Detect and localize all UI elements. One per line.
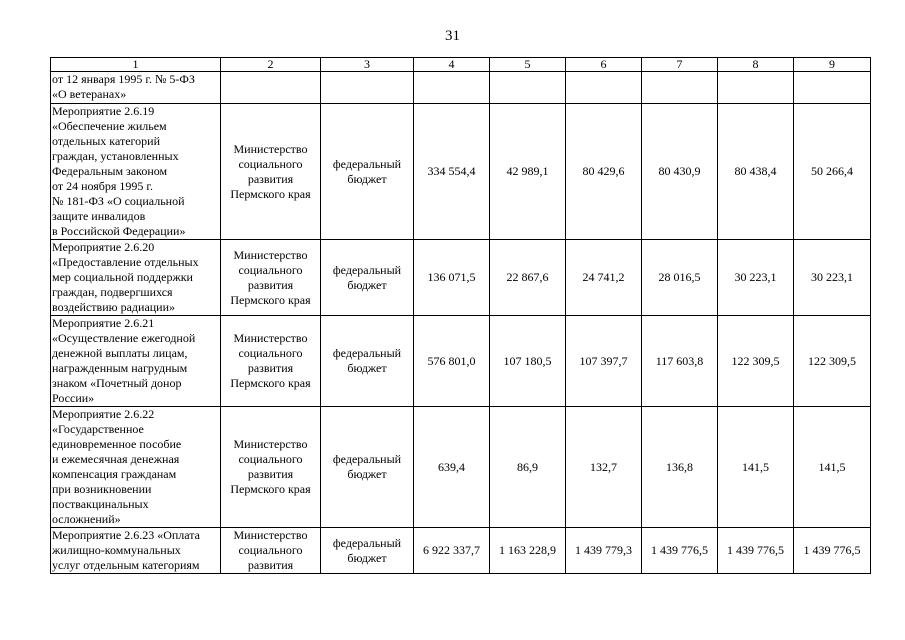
value-cell <box>642 72 718 104</box>
agency-cell <box>221 72 321 104</box>
table-row <box>51 72 871 104</box>
column-header: 6 <box>566 58 642 72</box>
value-cell: 132,7 <box>566 407 642 528</box>
value-cell <box>490 72 566 104</box>
value-cell <box>414 72 490 104</box>
value-cell: 24 741,2 <box>566 240 642 316</box>
value-cell: 6 922 337,7 <box>414 528 490 574</box>
funding-source-cell: федеральный бюджет <box>321 316 414 407</box>
page-number: 31 <box>445 28 460 44</box>
table-row <box>51 528 871 574</box>
value-cell: 136,8 <box>642 407 718 528</box>
value-cell: 639,4 <box>414 407 490 528</box>
value-cell: 122 309,5 <box>718 316 794 407</box>
table-row <box>51 407 871 528</box>
agency-cell: Министерство социального развития Пермского края <box>221 104 321 240</box>
column-header: 9 <box>794 58 871 72</box>
value-cell: 42 989,1 <box>490 104 566 240</box>
measure-name-cell: Мероприятие 2.6.21 «Осуществление ежегодной денежной выплаты лицам, награжденным нагрудным знаком «Почетный донор России» <box>51 316 221 407</box>
budget-table <box>50 57 871 574</box>
value-cell: 107 397,7 <box>566 316 642 407</box>
value-cell: 1 439 779,3 <box>566 528 642 574</box>
value-cell: 122 309,5 <box>794 316 871 407</box>
table-row <box>51 104 871 240</box>
value-cell: 28 016,5 <box>642 240 718 316</box>
column-header: 4 <box>414 58 490 72</box>
value-cell: 141,5 <box>718 407 794 528</box>
funding-source-cell: федеральный бюджет <box>321 240 414 316</box>
agency-cell: Министерство социального развития Пермского края <box>221 316 321 407</box>
value-cell: 86,9 <box>490 407 566 528</box>
table-row <box>51 240 871 316</box>
value-cell: 1 439 776,5 <box>794 528 871 574</box>
table-row <box>51 316 871 407</box>
value-cell: 80 438,4 <box>718 104 794 240</box>
value-cell: 117 603,8 <box>642 316 718 407</box>
funding-source-cell: федеральный бюджет <box>321 528 414 574</box>
value-cell <box>566 72 642 104</box>
measure-name-cell: Мероприятие 2.6.19 «Обеспечение жильем отдельных категорий граждан, установленных Федеральным законом от 24 ноября 1995 г. № 181-ФЗ «О социальной защите инвалидов в Российской Федерации» <box>51 104 221 240</box>
funding-source-cell: федеральный бюджет <box>321 407 414 528</box>
value-cell: 107 180,5 <box>490 316 566 407</box>
funding-source-cell: федеральный бюджет <box>321 104 414 240</box>
measure-name-cell: Мероприятие 2.6.23 «Оплата жилищно-коммунальных услуг отдельным категориям <box>51 528 221 574</box>
value-cell: 30 223,1 <box>718 240 794 316</box>
funding-source-cell <box>321 72 414 104</box>
column-header: 8 <box>718 58 794 72</box>
column-header: 2 <box>221 58 321 72</box>
column-header: 5 <box>490 58 566 72</box>
value-cell: 50 266,4 <box>794 104 871 240</box>
column-number-row <box>51 58 871 72</box>
agency-cell: Министерство социального развития <box>221 528 321 574</box>
agency-cell: Министерство социального развития Пермского края <box>221 240 321 316</box>
value-cell: 1 439 776,5 <box>718 528 794 574</box>
value-cell: 136 071,5 <box>414 240 490 316</box>
agency-cell: Министерство социального развития Пермского края <box>221 407 321 528</box>
measure-name-cell: Мероприятие 2.6.20 «Предоставление отдельных мер социальной поддержки граждан, подвергшихся воздействию радиации» <box>51 240 221 316</box>
value-cell <box>718 72 794 104</box>
value-cell <box>794 72 871 104</box>
column-header: 3 <box>321 58 414 72</box>
value-cell: 22 867,6 <box>490 240 566 316</box>
value-cell: 1 439 776,5 <box>642 528 718 574</box>
value-cell: 80 430,9 <box>642 104 718 240</box>
value-cell: 1 163 228,9 <box>490 528 566 574</box>
value-cell: 80 429,6 <box>566 104 642 240</box>
column-header: 7 <box>642 58 718 72</box>
value-cell: 141,5 <box>794 407 871 528</box>
measure-name-cell: от 12 января 1995 г. № 5-ФЗ «О ветеранах» <box>51 72 221 104</box>
value-cell: 334 554,4 <box>414 104 490 240</box>
measure-name-cell: Мероприятие 2.6.22 «Государственное единовременное пособие и ежемесячная денежная компенсация гражданам при возникновении поствакцинальных осложнений» <box>51 407 221 528</box>
column-header: 1 <box>51 58 221 72</box>
value-cell: 576 801,0 <box>414 316 490 407</box>
value-cell: 30 223,1 <box>794 240 871 316</box>
